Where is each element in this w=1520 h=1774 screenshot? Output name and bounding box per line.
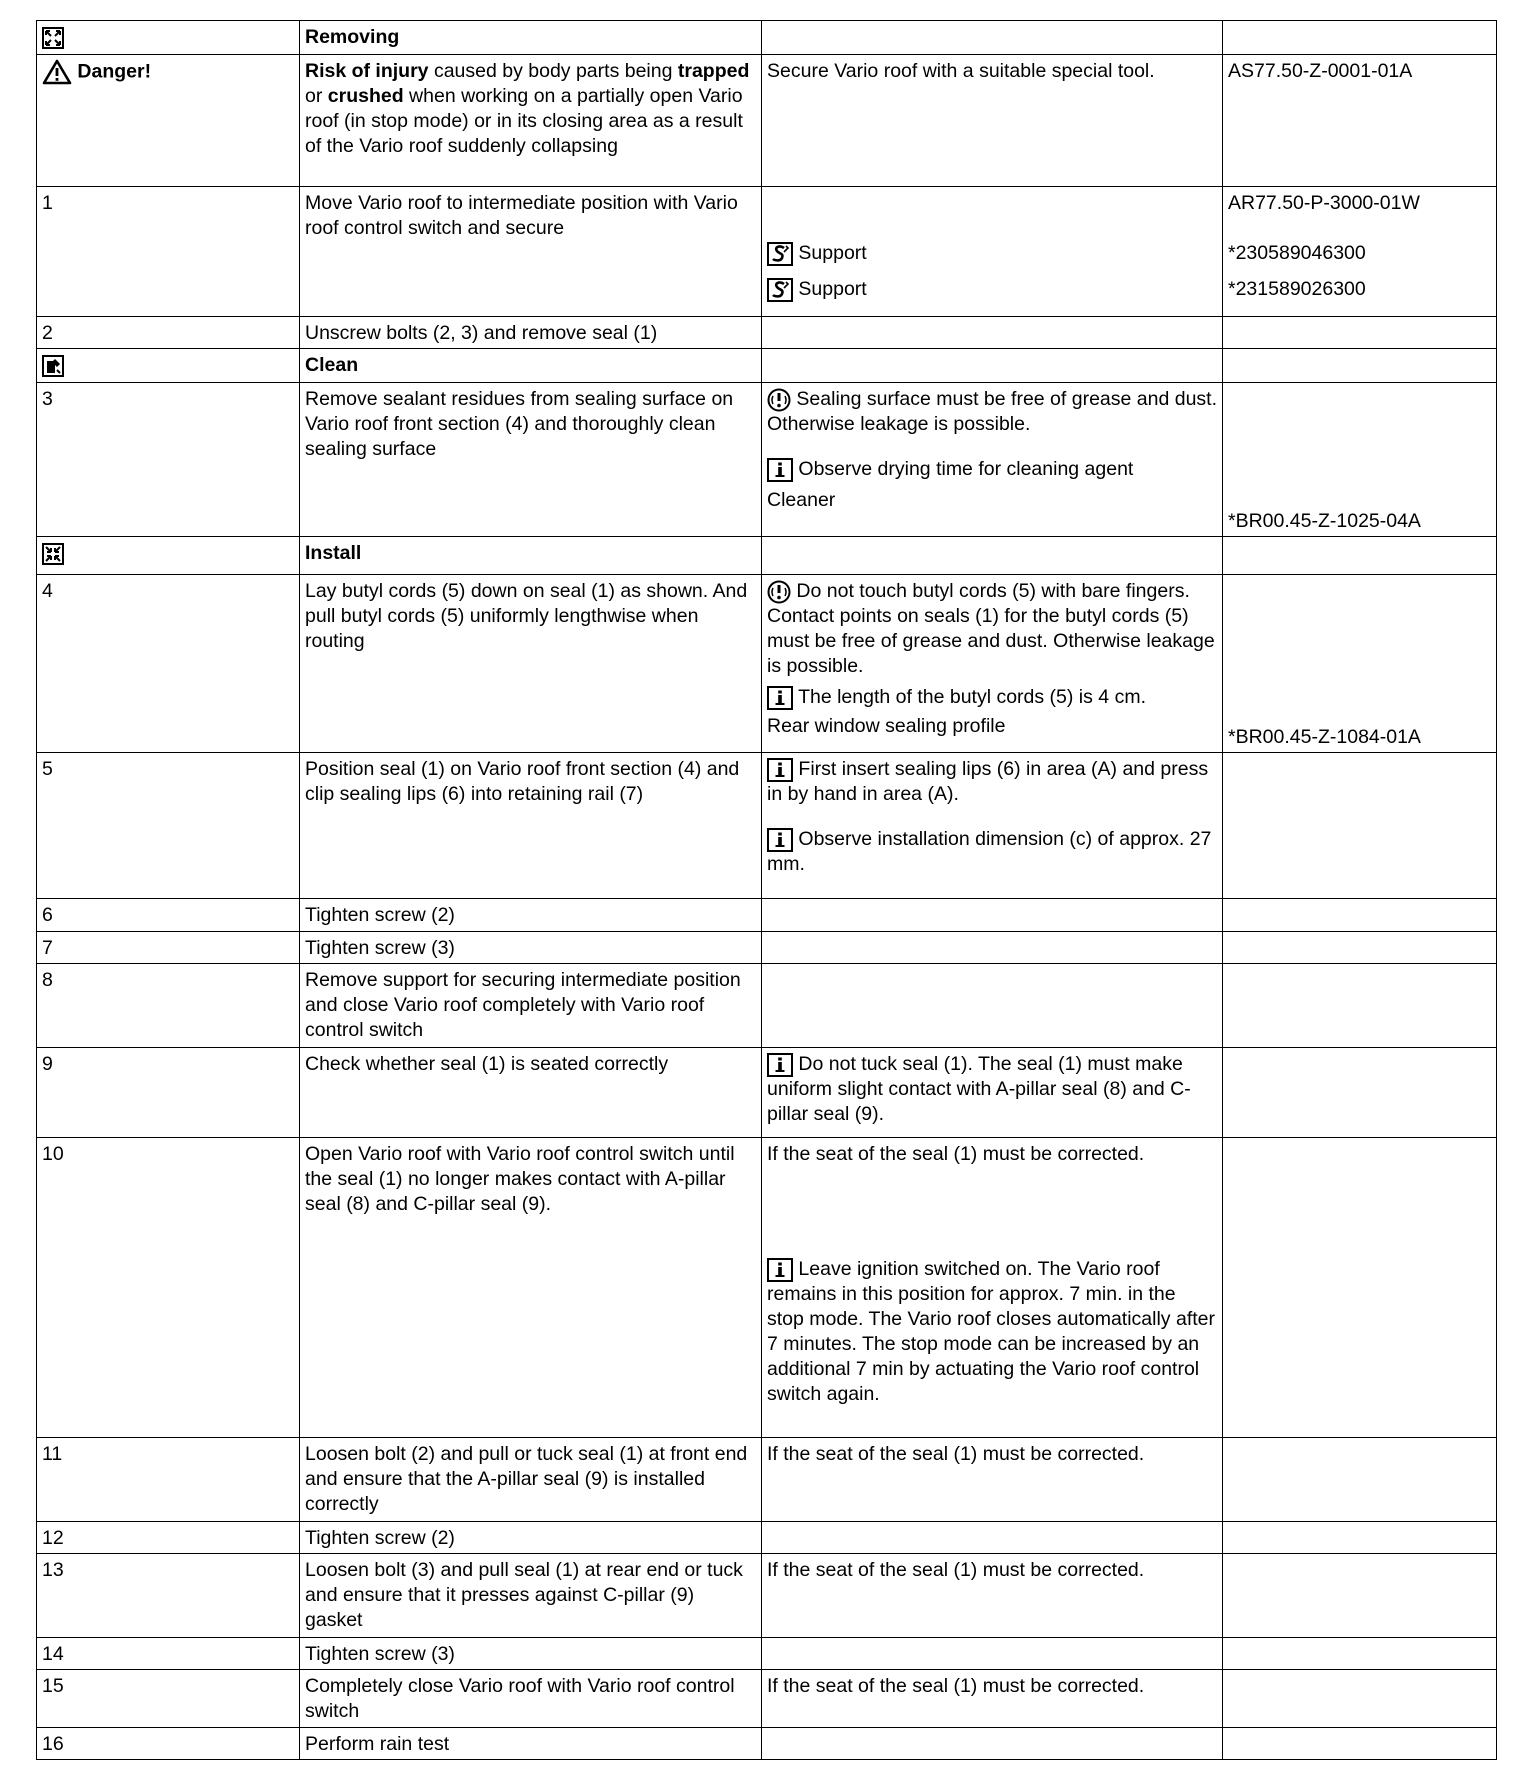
step-row-2 — [37, 317, 1497, 349]
step-number: 13 — [37, 1554, 300, 1638]
step-number: 4 — [37, 575, 300, 753]
step-row-4 — [37, 575, 1497, 753]
danger-note: Secure Vario roof with a suitable special tool. — [762, 55, 1223, 187]
step-number: 7 — [37, 932, 300, 964]
install-icon — [42, 543, 64, 565]
tool-ref: *230589046300 — [1228, 242, 1366, 264]
info-note: Do not tuck seal (1). The seal (1) must make uniform slight contact with A-pillar seal (8) and C-pillar seal (9). — [767, 1053, 1191, 1125]
step-text: Tighten screw (3) — [300, 1638, 762, 1670]
step-row-14 — [37, 1638, 1497, 1670]
info-note: Leave ignition switched on. The Vario roof remains in this position for approx. 7 min. in the stop mode. The Vario roof closes automatically after 7 minutes. The stop mode can be increased by an additional 7 min by actuating the Vario roof control switch again. — [767, 1258, 1215, 1405]
step-number: 5 — [37, 753, 300, 899]
tool-label: Support — [798, 242, 867, 264]
step-number: 16 — [37, 1728, 300, 1760]
step-text: Open Vario roof with Vario roof control switch until the seal (1) no longer makes contact with A-pillar seal (8) and C-pillar seal (9). — [300, 1138, 762, 1438]
step-row-7 — [37, 932, 1497, 964]
removing-icon — [42, 27, 64, 49]
info-icon — [767, 1053, 793, 1077]
danger-risk-text: Risk of injury caused by body parts being trapped or crushed when working on a partially open Vario roof (in stop mode) or in its closing area as a result of the Vario roof suddenly collapsing — [300, 55, 762, 187]
step-row-1 — [37, 187, 1497, 317]
step-text: Tighten screw (3) — [300, 932, 762, 964]
tool-support-1 — [767, 241, 1217, 277]
step-number: 8 — [37, 964, 300, 1048]
step-number: 10 — [37, 1138, 300, 1438]
step-ref: AR77.50-P-3000-01W — [1228, 192, 1420, 214]
tool-label: Support — [798, 278, 867, 300]
step-number: 15 — [37, 1670, 300, 1728]
step-number: 6 — [37, 899, 300, 932]
step-text: Lay butyl cords (5) down on seal (1) as shown. And pull butyl cords (5) uniformly lengthwise when routing — [300, 575, 762, 753]
info-note: The length of the butyl cords (5) is 4 cm. — [767, 685, 1217, 710]
step-text: Remove support for securing intermediate position and close Vario roof completely with Vario roof control switch — [300, 964, 762, 1048]
step-number: 1 — [37, 187, 300, 317]
step-row-12 — [37, 1522, 1497, 1554]
step-text: Position seal (1) on Vario roof front section (4) and clip sealing lips (6) into retaining rail (7) — [300, 753, 762, 899]
step-row-16 — [37, 1728, 1497, 1760]
step-text: Check whether seal (1) is seated correctly — [300, 1048, 762, 1138]
info-icon — [767, 686, 793, 710]
section-row-clean — [37, 349, 1497, 383]
caution-icon — [767, 580, 791, 604]
info-icon — [767, 1258, 793, 1282]
step-number: 2 — [37, 317, 300, 349]
step-row-10 — [37, 1138, 1497, 1438]
section-title-removing: Removing — [300, 21, 762, 55]
step-text: Remove sealant residues from sealing surface on Vario roof front section (4) and thoroughly clean sealing surface — [300, 383, 762, 537]
info-icon — [767, 828, 793, 852]
step-row-15 — [37, 1670, 1497, 1728]
condition-note: If the seat of the seal (1) must be corrected. — [762, 1438, 1223, 1522]
material-name: Rear window sealing profile — [767, 715, 1006, 737]
procedure-table — [36, 20, 1497, 1760]
step-text: Unscrew bolts (2, 3) and remove seal (1) — [300, 317, 762, 349]
step-number: 3 — [37, 383, 300, 537]
step-row-3 — [37, 383, 1497, 537]
material-ref: *BR00.45-Z-1084-01A — [1228, 726, 1421, 748]
step-row-8 — [37, 964, 1497, 1048]
step-row-13 — [37, 1554, 1497, 1638]
caution-note: Sealing surface must be free of grease and dust. Otherwise leakage is possible. — [767, 388, 1218, 435]
clean-icon — [42, 355, 64, 377]
section-row-install — [37, 537, 1497, 575]
info-icon — [767, 758, 793, 782]
info-note: Observe drying time for cleaning agent — [767, 457, 1217, 482]
step-row-6 — [37, 899, 1497, 932]
danger-label: Danger! — [77, 60, 152, 83]
section-row-removing — [37, 21, 1497, 55]
step-number: 14 — [37, 1638, 300, 1670]
special-tool-icon — [767, 278, 793, 302]
special-tool-icon — [767, 242, 793, 266]
info-note: First insert sealing lips (6) in area (A) and press in by hand in area (A). — [767, 758, 1209, 805]
step-text: Tighten screw (2) — [300, 899, 762, 932]
material-ref: *BR00.45-Z-1025-04A — [1228, 510, 1421, 532]
danger-ref: AS77.50-Z-0001-01A — [1223, 55, 1497, 187]
step-text: Perform rain test — [300, 1728, 762, 1760]
step-text: Move Vario roof to intermediate position with Vario roof control switch and secure — [300, 187, 762, 317]
tool-support-2 — [767, 277, 1217, 302]
condition-note: If the seat of the seal (1) must be corrected. — [762, 1554, 1223, 1638]
step-row-5 — [37, 753, 1497, 899]
step-number: 11 — [37, 1438, 300, 1522]
step-number: 12 — [37, 1522, 300, 1554]
condition-note: If the seat of the seal (1) must be corrected. — [762, 1670, 1223, 1728]
step-text: Tighten screw (2) — [300, 1522, 762, 1554]
step-row-11 — [37, 1438, 1497, 1522]
section-title-install: Install — [300, 537, 762, 575]
section-title-clean: Clean — [300, 349, 762, 383]
info-note: Observe installation dimension (c) of approx. 27 mm. — [767, 828, 1212, 875]
step-row-9 — [37, 1048, 1497, 1138]
warning-triangle-icon — [42, 59, 72, 85]
info-icon — [767, 458, 793, 482]
caution-note: Do not touch butyl cords (5) with bare fingers. Contact points on seals (1) for the butyl cords (5) must be free of grease and dust. Otherwise leakage is possible. — [767, 580, 1215, 677]
step-number: 9 — [37, 1048, 300, 1138]
step-text: Loosen bolt (2) and pull or tuck seal (1) at front end and ensure that the A-pillar seal (9) is installed correctly — [300, 1438, 762, 1522]
tool-ref: *231589026300 — [1228, 278, 1366, 300]
condition-note: If the seat of the seal (1) must be corrected. — [767, 1143, 1145, 1165]
material-name: Cleaner — [767, 489, 836, 511]
danger-row — [37, 55, 1497, 187]
step-text: Loosen bolt (3) and pull seal (1) at rear end or tuck and ensure that it presses against C-pillar (9) gasket — [300, 1554, 762, 1638]
step-text: Completely close Vario roof with Vario roof control switch — [300, 1670, 762, 1728]
caution-icon — [767, 388, 791, 412]
